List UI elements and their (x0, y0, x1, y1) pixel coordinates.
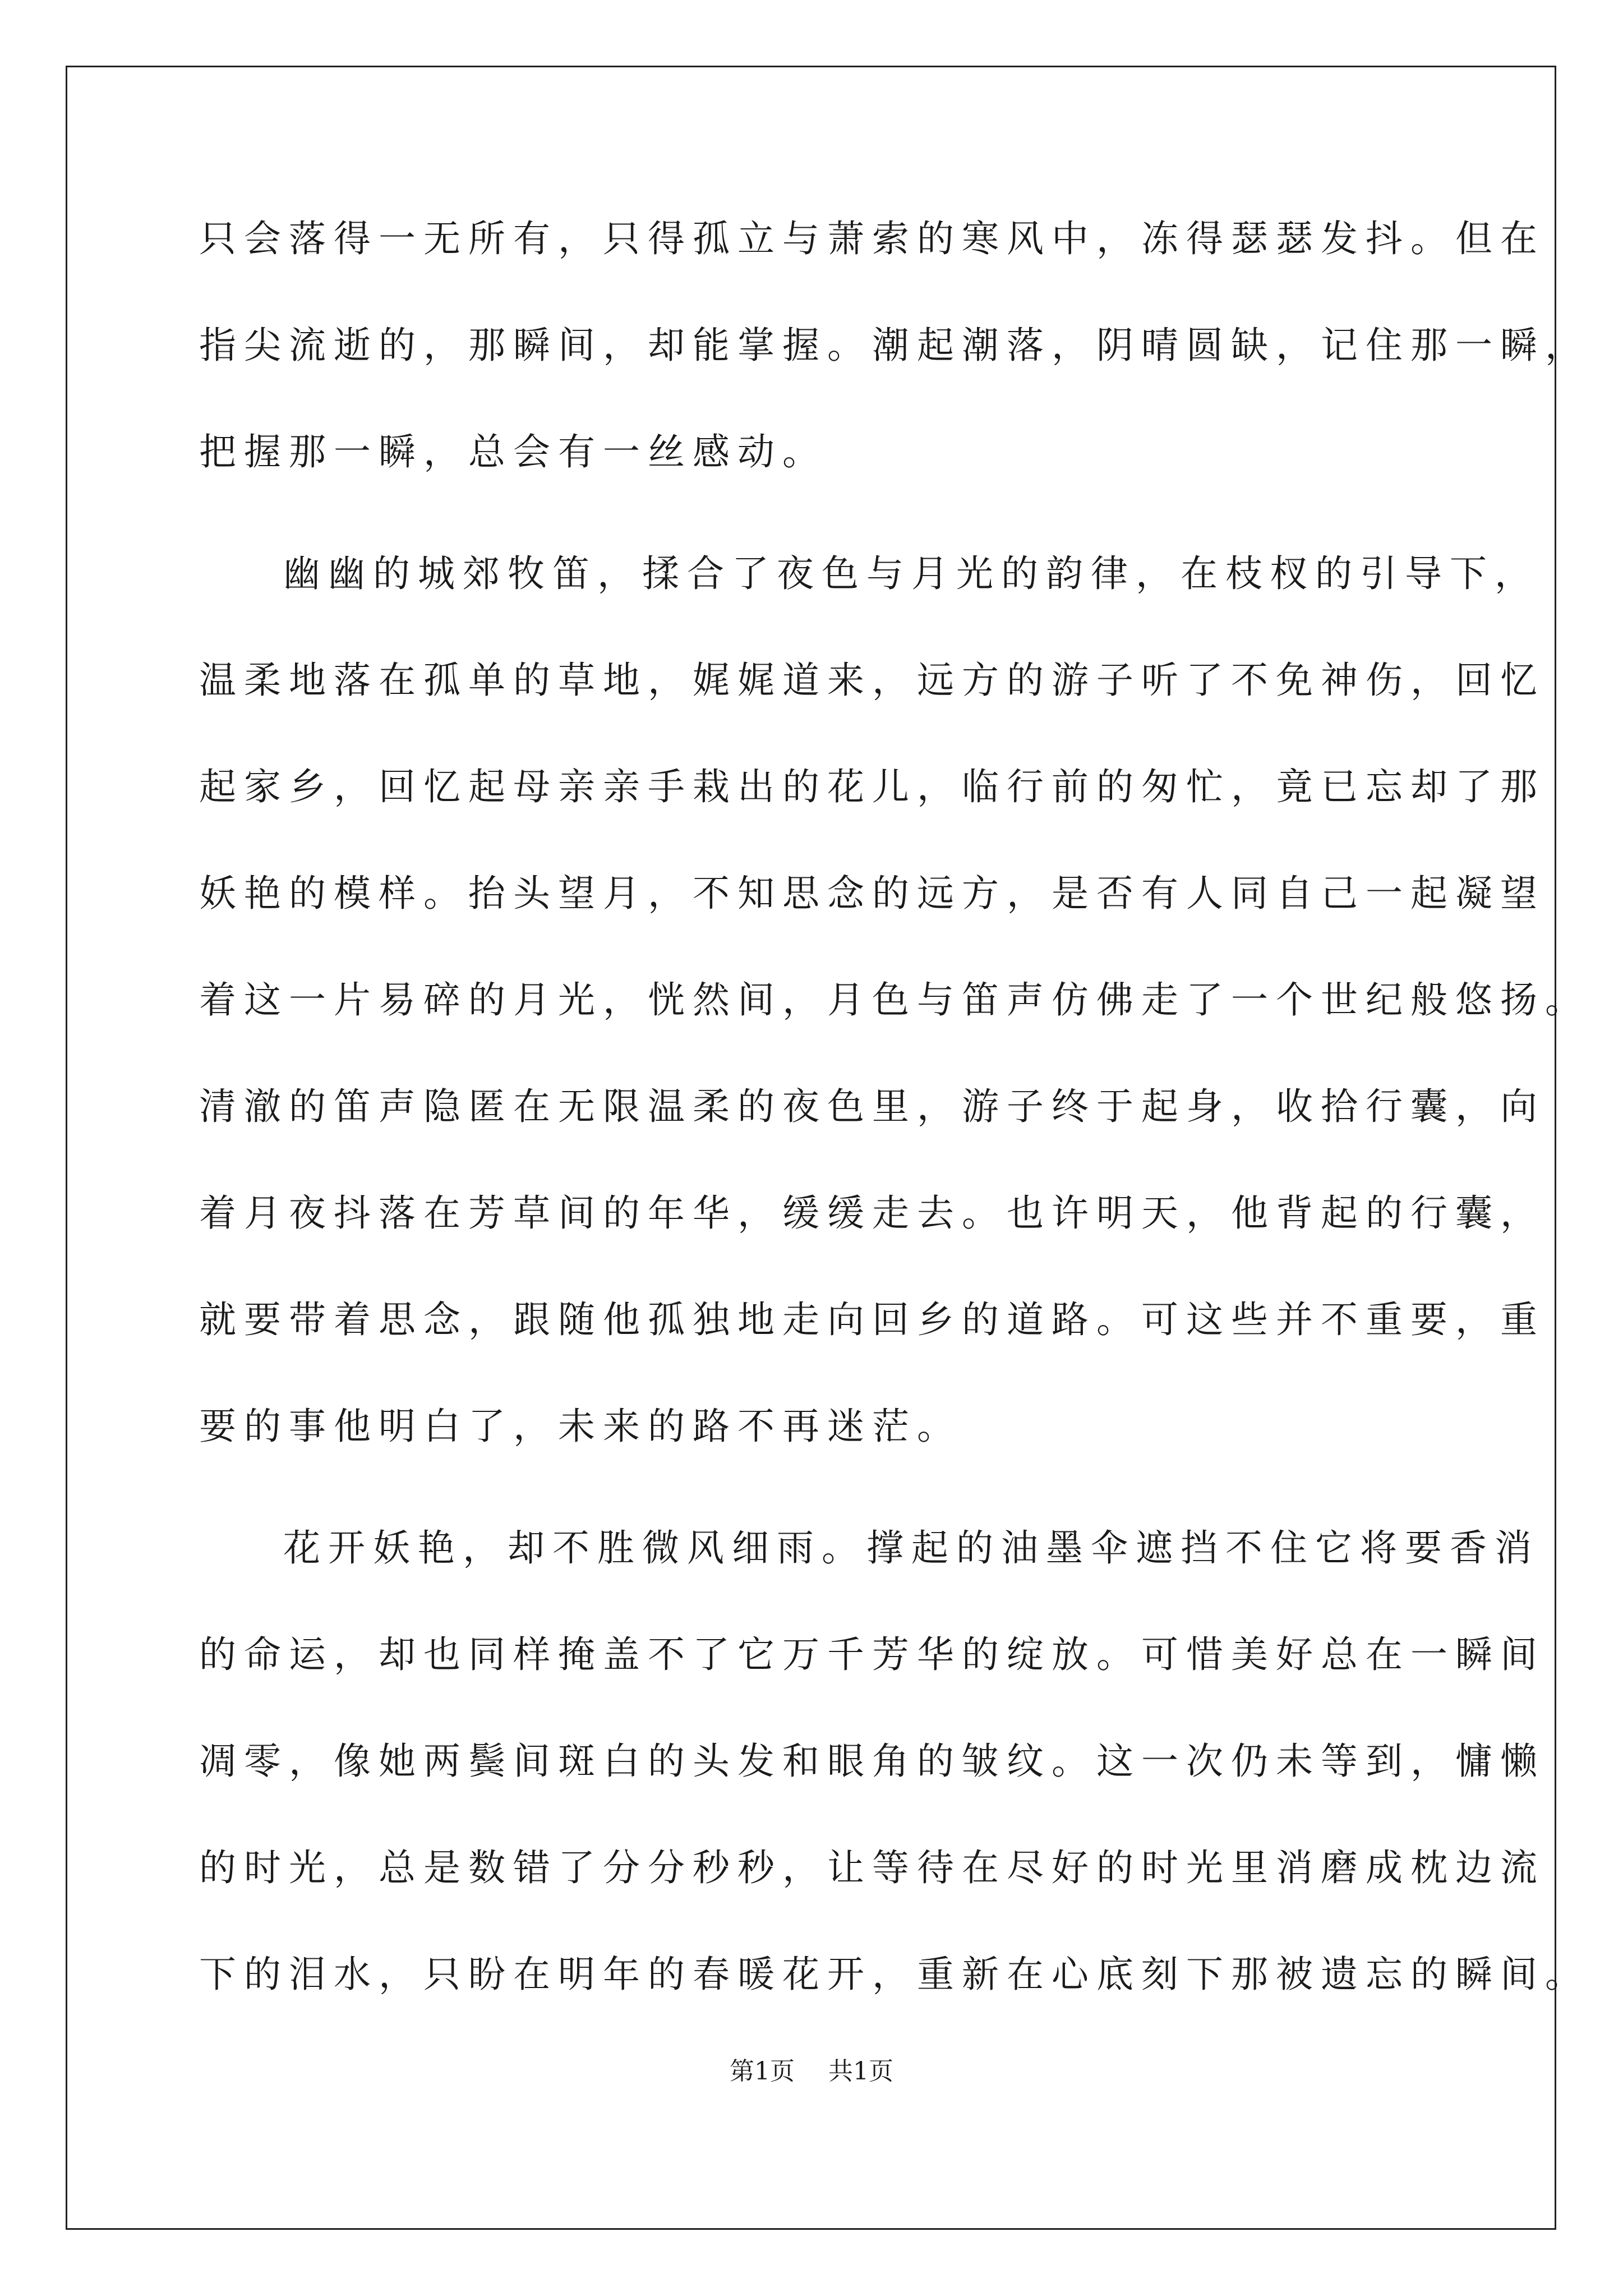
text-line: 妖艳的模样。抬头望月，不知思念的远方，是否有人同自己一起凝望 (199, 872, 1545, 915)
text-line: 起家乡，回忆起母亲亲手栽出的花儿，临行前的匆忙，竟已忘却了那 (199, 765, 1545, 808)
text-line: 指尖流逝的，那瞬间，却能掌握。潮起潮落，阴晴圆缺，记住那一瞬， (199, 324, 1590, 367)
document-body (199, 217, 1590, 2062)
text-line: 凋零，像她两鬓间斑白的头发和眼角的皱纹。这一次仍未等到，慵懒 (199, 1740, 1545, 1783)
text-line: 把握那一瞬，总会有一丝感动。 (199, 430, 827, 473)
page-number: 第1页 (730, 2057, 795, 2086)
text-line: 的时光，总是数错了分分秒秒，让等待在尽好的时光里消磨成枕边流 (199, 1846, 1545, 1889)
text-line: 只会落得一无所有，只得孤立与萧索的寒风中，冻得瑟瑟发抖。但在 (199, 217, 1545, 260)
text-line: 着月夜抖落在芳草间的年华，缓缓走去。也许明天，他背起的行囊， (199, 1191, 1545, 1235)
text-line: 温柔地落在孤单的草地，娓娓道来，远方的游子听了不免神伤，回忆 (199, 659, 1545, 702)
text-line: 着这一片易碎的月光，恍然间，月色与笛声仿佛走了一个世纪般悠扬。 (199, 978, 1590, 1022)
paragraph-first-line: 花开妖艳，却不胜微风细雨。撑起的油墨伞遮挡不住它将要香消 (283, 1526, 1539, 1570)
text-line: 就要带着思念，跟随他孤独地走向回乡的道路。可这些并不重要，重 (199, 1298, 1545, 1341)
text-line: 的命运，却也同样掩盖不了它万千芳华的绽放。可惜美好总在一瞬间 (199, 1633, 1545, 1676)
page-footer (0, 2058, 1623, 2086)
text-line: 清澈的笛声隐匿在无限温柔的夜色里，游子终于起身，收拾行囊，向 (199, 1085, 1545, 1128)
page-total: 共1页 (828, 2057, 893, 2086)
text-line: 要的事他明白了，未来的路不再迷茫。 (199, 1405, 962, 1448)
paragraph-first-line: 幽幽的城郊牧笛，揉合了夜色与月光的韵律，在枝杈的引导下， (283, 552, 1539, 595)
text-line: 下的泪水，只盼在明年的春暖花开，重新在心底刻下那被遗忘的瞬间。 (199, 1953, 1590, 1996)
